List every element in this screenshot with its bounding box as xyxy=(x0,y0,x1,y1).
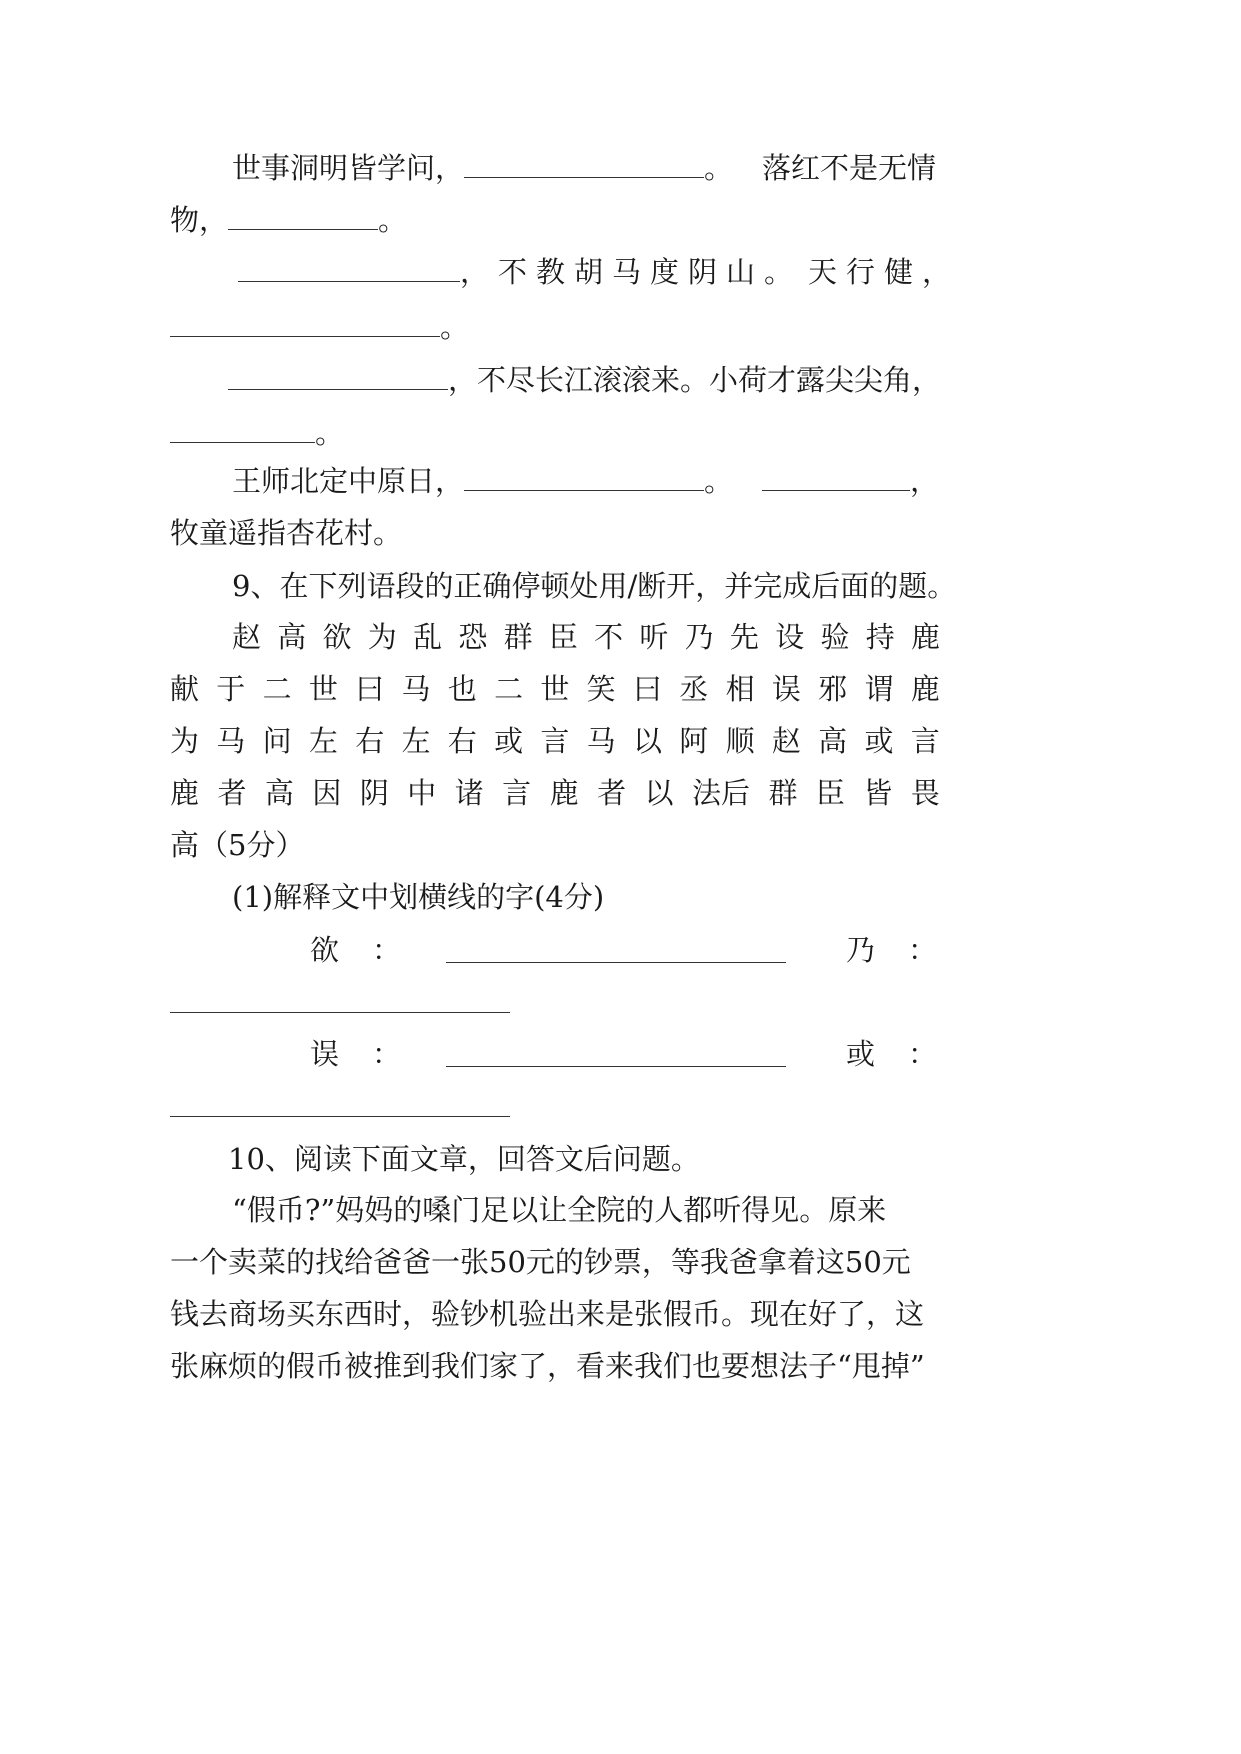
blank xyxy=(170,438,315,443)
answer-blank-huo[interactable] xyxy=(170,1116,510,1117)
colon: ： xyxy=(908,1037,938,1071)
label-nai: 乃 xyxy=(846,933,876,967)
blank xyxy=(228,385,448,390)
poem-line-1-end: 落红不是无情 xyxy=(762,151,937,185)
passage-row-2: 献 于 二 世 曰 马 也 二 世 笑 曰 丞 相 误 邪 谓 鹿 xyxy=(170,672,940,706)
blank xyxy=(762,486,910,491)
text: 世事洞明皆学问， xyxy=(232,151,465,185)
poem-line-3: ，不教胡马度阴山。 xyxy=(238,252,802,292)
story-line-4: 张麻烦的假币被推到我们家了，看来我们也要想法子“甩掉” xyxy=(170,1349,925,1383)
blank xyxy=(228,225,378,230)
story-line-2: 一个卖菜的找给爸爸一张50元的钞票，等我爸拿着这50元 xyxy=(170,1245,911,1279)
answer-blank-yu[interactable] xyxy=(446,962,786,963)
passage-row-3: 为 马 问 左 右 左 右 或 言 马 以 阿 顺 赵 高 或 言 xyxy=(170,724,940,758)
poem-line-7: 王师北定中原日， 。 xyxy=(232,464,734,498)
label-wu: 误 xyxy=(310,1037,340,1071)
poem-line-1: 世事洞明皆学问， 。 xyxy=(232,151,734,185)
story-line-1: “假币?”妈妈的嗓门足以让全院的人都听得见。原来 xyxy=(232,1193,887,1227)
passage-row-5: 高（5分） xyxy=(170,828,305,862)
colon: ： xyxy=(908,933,938,967)
blank xyxy=(464,173,704,178)
poem-line-6: 。 xyxy=(170,413,344,453)
answer-blank-nai[interactable] xyxy=(170,1012,510,1013)
blank xyxy=(464,486,704,491)
passage-row-4: 鹿 者 高 因 阴 中 诸 言 鹿 者 以 法后 群 臣 皆 畏 xyxy=(170,776,940,810)
sub-question-1: (1)解释文中划横线的字(4分) xyxy=(232,880,605,914)
question-9: 9、在下列语段的正确停顿处用/断开，并完成后面的题。 xyxy=(232,569,957,603)
poem-line-5: ，不尽长江滚滚来。小荷才露尖尖角， xyxy=(228,360,941,400)
poem-line-8: 牧童遥指杏花村。 xyxy=(170,516,403,550)
label-huo: 或 xyxy=(846,1037,876,1071)
question-10: 10、阅读下面文章，回答文后问题。 xyxy=(228,1142,700,1176)
colon: ： xyxy=(372,1037,402,1071)
story-line-3: 钱去商场买东西时，验钞机验出来是张假币。现在好了，这 xyxy=(170,1297,925,1331)
colon: ： xyxy=(372,933,402,967)
answer-blank-wu[interactable] xyxy=(446,1066,786,1067)
blank xyxy=(170,332,440,337)
label-yu: 欲 xyxy=(310,933,340,967)
blank xyxy=(238,277,460,282)
passage-row-1: 赵 高 欲 为 乱 恐 群 臣 不 听 乃 先 设 验 持 鹿 xyxy=(232,620,940,654)
poem-line-7-end: ， xyxy=(762,461,939,501)
poem-line-4: 。 xyxy=(170,307,469,347)
poem-line-3-end: 天行健， xyxy=(808,255,961,289)
poem-line-2: 物， 。 xyxy=(170,203,408,237)
